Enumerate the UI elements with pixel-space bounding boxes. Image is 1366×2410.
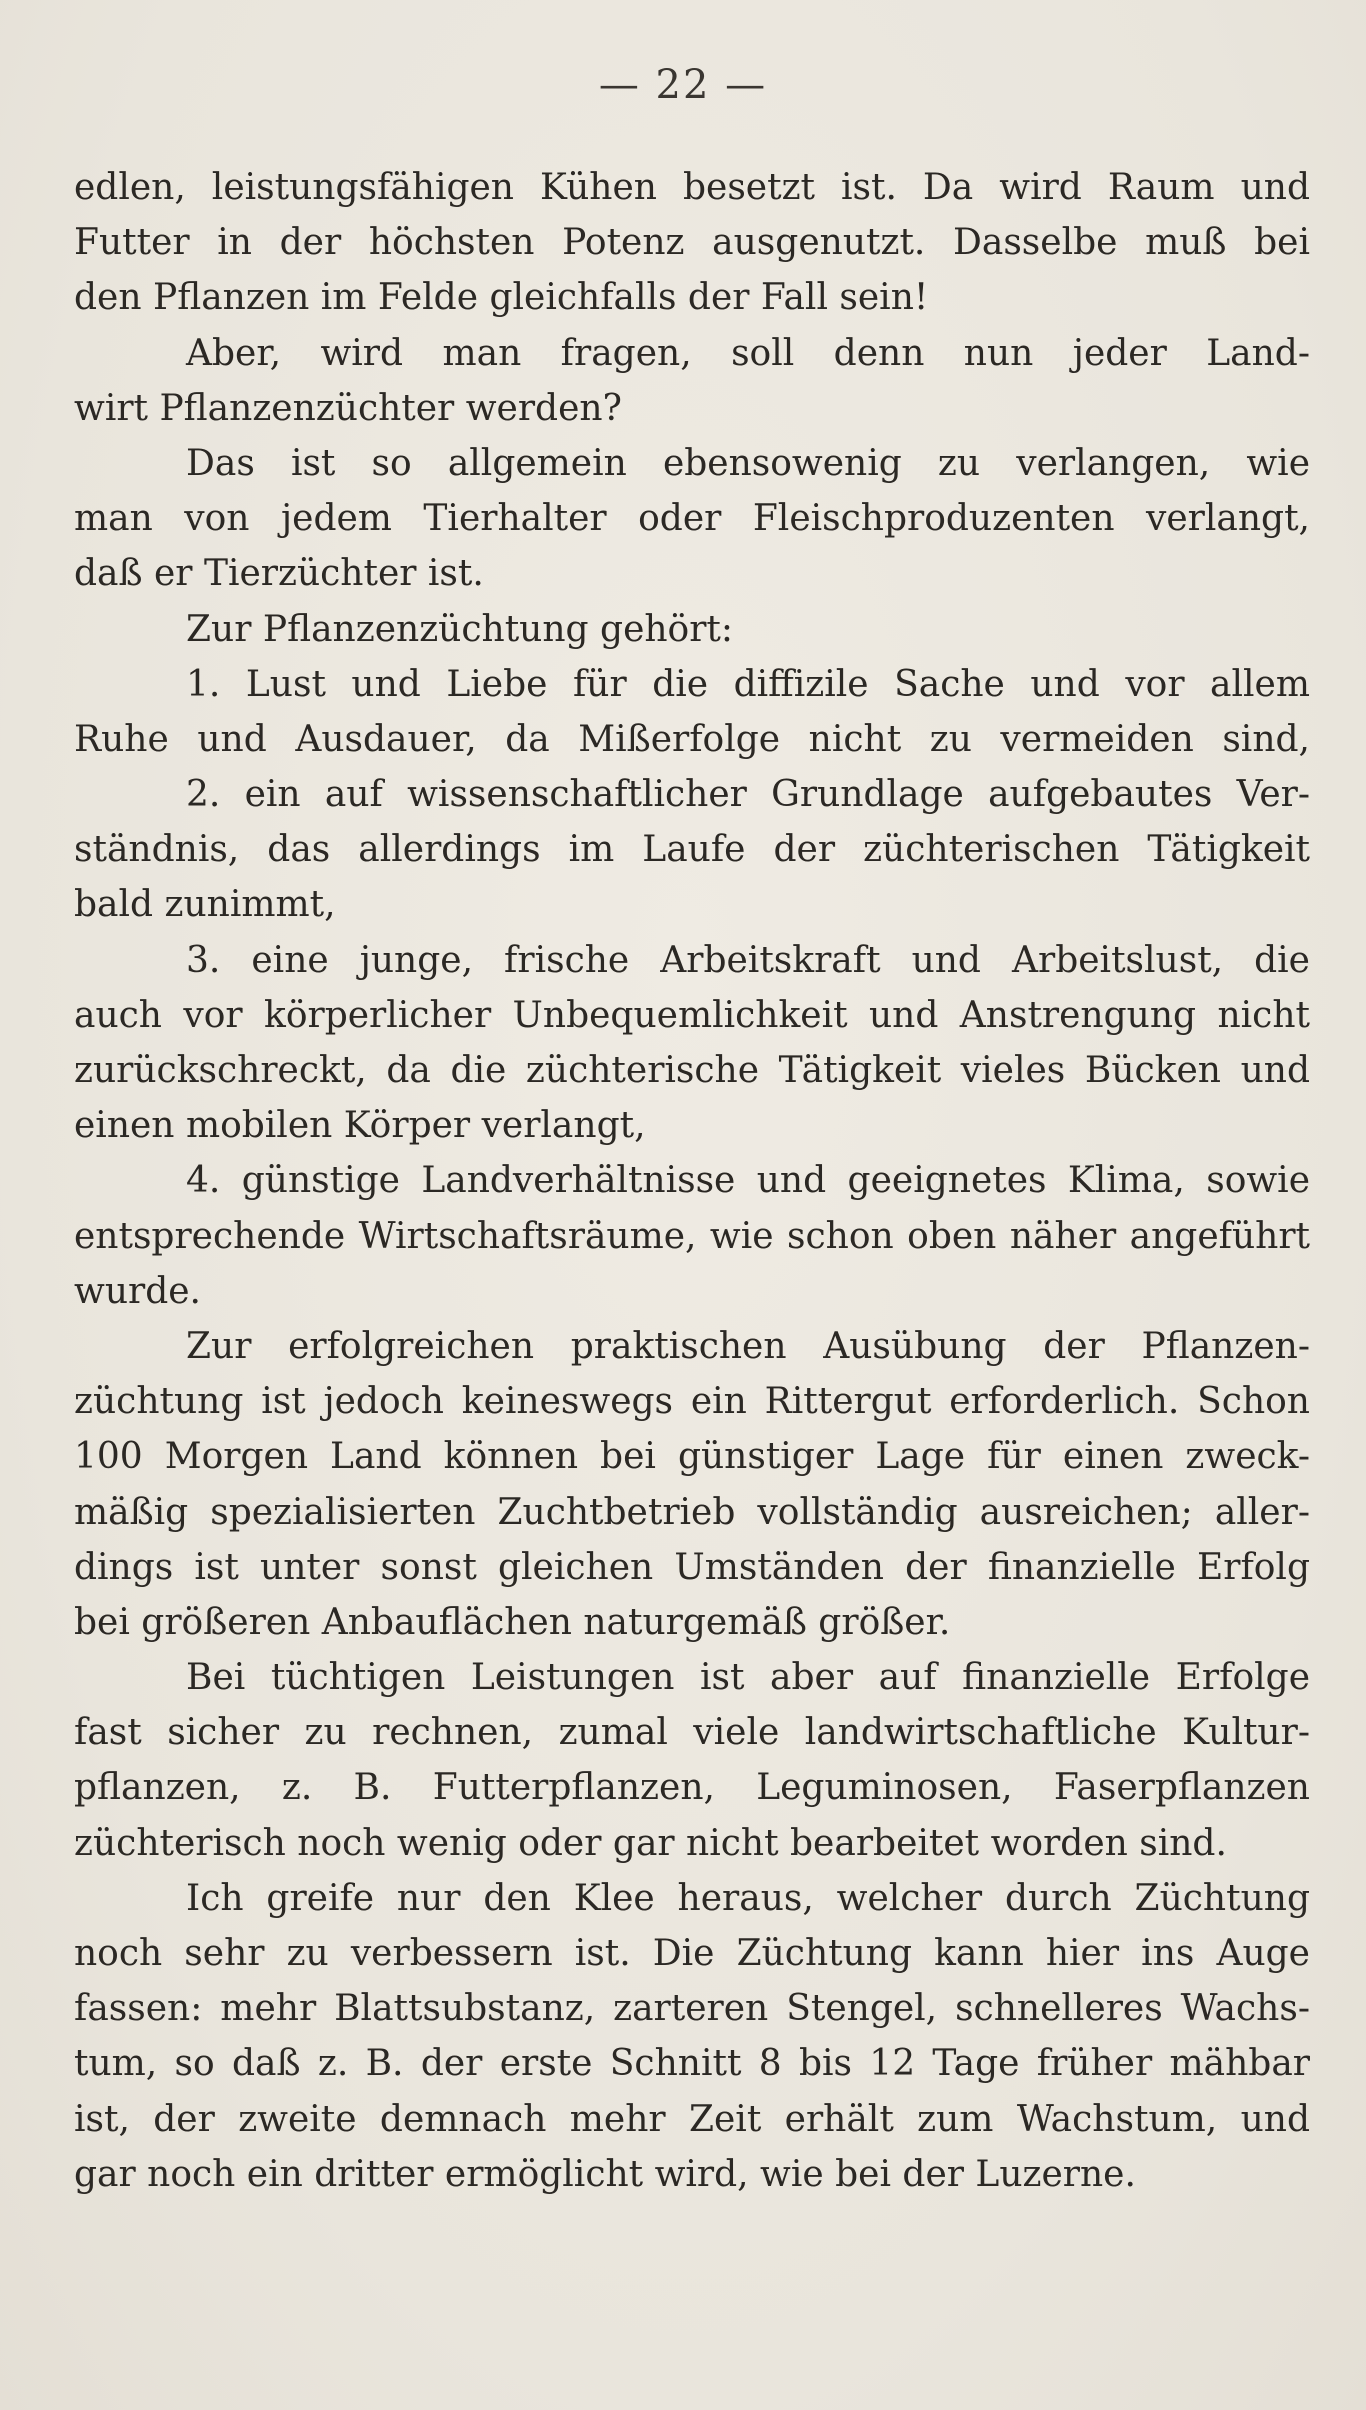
text-line: Aber, wird man fragen, soll denn nun jeder Land- [186,332,1310,374]
text-line: man von jedem Tierhalter oder Fleischproduzenten verlangt, [74,498,1310,540]
text-line: 2. ein auf wissenschaftlicher Grundlage aufgebautes Ver- [186,774,1310,816]
text-line: daß er Tierzüchter ist. [74,553,484,595]
text-line: wirt Pflanzenzüchter werden? [74,387,622,429]
text-line: Ich greife nur den Klee heraus, welcher durch Züchtung [186,1877,1310,1919]
text-line: dings ist unter sonst gleichen Umständen der finanzielle Erfolg [74,1546,1310,1588]
text-line: noch sehr zu verbessern ist. Die Züchtung kann hier ins Auge [74,1933,1310,1974]
page-number: — 22 — [598,62,768,108]
text-line: Bei tüchtigen Leistungen ist aber auf finanzielle Erfolge [186,1657,1310,1699]
text-line: zurückschreckt, da die züchterische Tätigkeit vieles Bücken und [74,1050,1310,1091]
text-line: fast sicher zu rechnen, zumal viele landwirtschaftliche Kultur- [74,1712,1310,1754]
text-line: bald zunimmt, [74,884,336,926]
text-line: Zur erfolgreichen praktischen Ausübung der Pflanzen- [186,1325,1310,1367]
text-line: züchterisch noch wenig oder gar nicht bearbeitet worden sind. [74,1822,1227,1864]
text-line: Das ist so allgemein ebensowenig zu verlangen, wie [186,442,1310,484]
text-line: 3. eine junge, frische Arbeitskraft und Arbeitslust, die [186,939,1310,981]
text-line: entsprechende Wirtschaftsräume, wie schon oben näher angeführt [74,1215,1310,1257]
text-line: gar noch ein dritter ermöglicht wird, wie bei der Luzerne. [74,2153,1136,2195]
text-line: tum, so daß z. B. der erste Schnitt 8 bis 12 Tage früher mähbar [74,2043,1310,2085]
text-line: einen mobilen Körper verlangt, [74,1105,646,1147]
text-line: 100 Morgen Land können bei günstiger Lage für einen zweck- [74,1436,1310,1478]
text-line: ist, der zweite demnach mehr Zeit erhält zum Wachstum, und [74,2098,1310,2140]
text-line: pflanzen, z. B. Futterpflanzen, Leguminosen, Faserpflanzen [74,1767,1310,1809]
text-line: den Pflanzen im Felde gleichfalls der Fall sein! [74,277,929,319]
text-line: ständnis, das allerdings im Laufe der züchterischen Tätigkeit [74,829,1310,871]
text-line: auch vor körperlicher Unbequemlichkeit und Anstrengung nicht [74,994,1310,1036]
text-line: 4. günstige Landverhältnisse und geeignetes Klima, sowie [186,1160,1310,1202]
text-line: mäßig spezialisierten Zuchtbetrieb vollständig ausreichen; aller- [74,1491,1310,1533]
text-line: Futter in der höchsten Potenz ausgenutzt. Dasselbe muß bei [74,222,1310,264]
text-line: edlen, leistungsfähigen Kühen besetzt ist. Da wird Raum und [74,167,1310,208]
body-text [74,160,1310,2202]
text-line: züchtung ist jedoch keineswegs ein Rittergut erforderlich. Schon [74,1381,1310,1423]
text-line: 1. Lust und Liebe für die diffizile Sache und vor allem [186,663,1310,705]
text-line: bei größeren Anbauflächen naturgemäß größer. [74,1601,951,1643]
text-line: wurde. [74,1270,202,1312]
text-line: fassen: mehr Blattsubstanz, zarteren Stengel, schnelleres Wachs- [74,1988,1310,2030]
text-line: Ruhe und Ausdauer, da Mißerfolge nicht zu vermeiden sind, [74,718,1310,760]
text-line: Zur Pflanzenzüchtung gehört: [186,608,734,650]
